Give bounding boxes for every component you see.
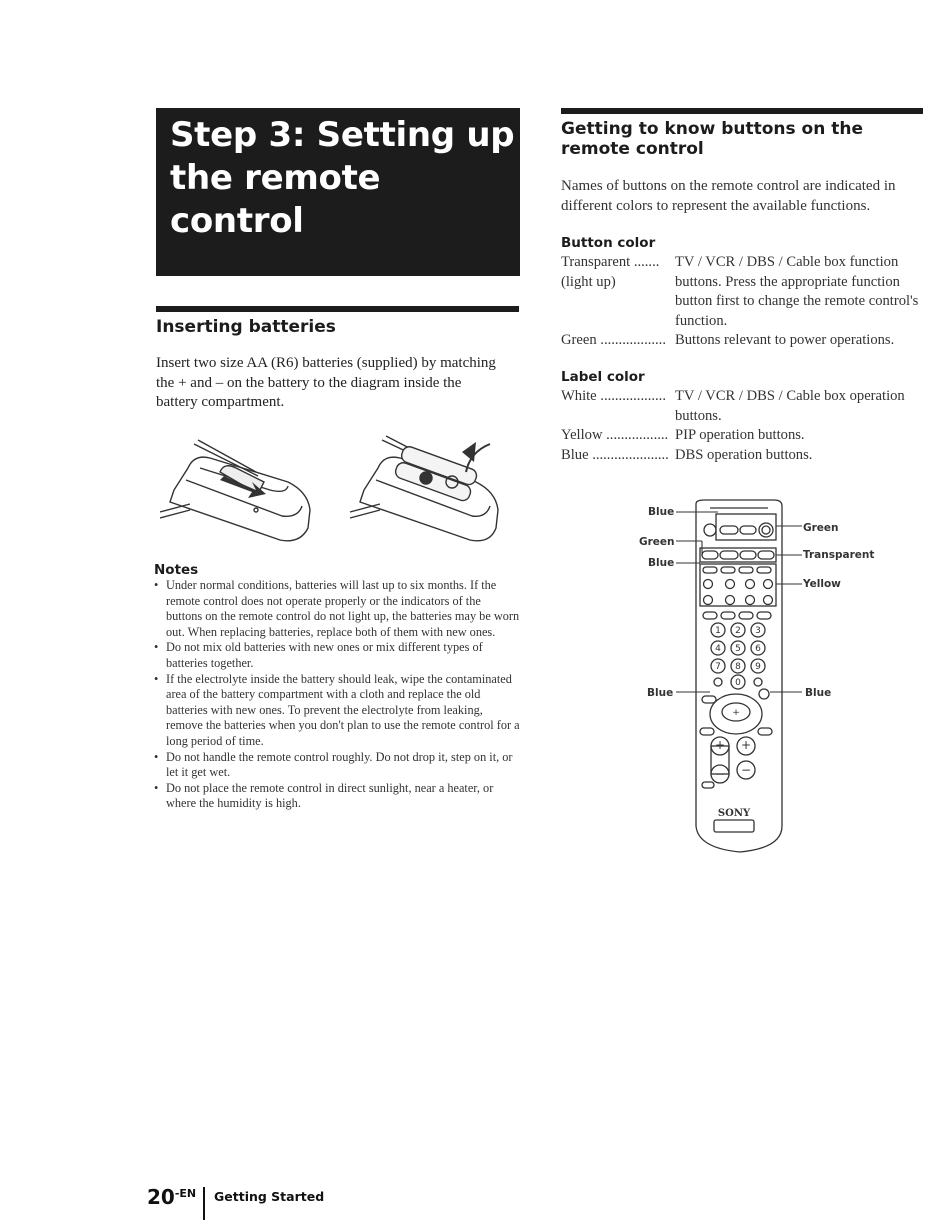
diagram-label-green-right: Green [803,522,839,534]
diagram-label-blue-3: Blue [647,687,674,699]
heading-buttons-remote [561,119,923,159]
svg-text:−: − [714,767,726,781]
row-label: White .................. [561,388,666,404]
svg-text:+: + [732,708,740,718]
keypad-digit: 1 [715,626,721,636]
title-line-3: control [170,201,304,241]
page-number [147,1185,196,1209]
keypad-digit: 8 [735,662,741,672]
brand-logo: SONY [717,808,751,819]
note-item: • If the electrolyte inside the battery should leak, wipe the contaminated area of the battery compartment with a cloth and replace the old batteries with new ones. To prevent the electrolyte from leaking, remove the batteries when you don't plan to use the remote control for a long period of time. [154,672,520,750]
heading-inserting-batteries: Inserting batteries [156,317,336,337]
note-item: • Under normal conditions, batteries will last up to six months. If the remote control does not operate properly or the indicators of the buttons on the remote control do not light up, the batteries may be worn out. When replacing batteries, replace both of them with new ones. [154,578,520,640]
table-row [561,253,931,331]
title-line-1: Step 3: Setting up [170,115,515,155]
notes-heading: Notes [154,562,199,578]
heading-line-2: remote control [561,139,704,159]
keypad-digit: 3 [755,626,761,636]
page-number-suffix: -EN [174,1187,197,1200]
row-desc: TV / VCR / DBS / Cable box operation buttons. [675,388,905,424]
row-desc: Buttons relevant to power operations. [675,332,895,348]
row-desc: TV / VCR / DBS / Cable box function buttons. Press the appropriate function button first to change the remote control's function. [675,254,919,329]
page-title [170,114,515,243]
page-number-value: 20 [147,1185,175,1209]
diagram-label-blue-2: Blue [648,557,675,569]
diagram-leader-lines [672,504,802,704]
battery-insertion-illustration [160,432,520,552]
keypad-digit: 9 [755,662,761,672]
note-item: • Do not place the remote control in direct sunlight, near a heater, or where the humidity is high. [154,781,520,812]
buttons-intro: Names of buttons on the remote control are indicated in different colors to represent the available functions. [561,178,896,214]
note-item: • Do not handle the remote control roughly. Do not drop it, step on it, or let it get wet. [154,750,520,781]
diagram-label-yellow: Yellow [803,578,841,590]
section-rule-right [561,108,923,114]
heading-line-1: Getting to know buttons on the [561,119,863,139]
notes-list [154,578,520,812]
section-rule-left [156,306,519,312]
table-row [561,446,931,466]
svg-text:+: + [740,738,752,752]
row-label: Blue ..................... [561,446,669,463]
label-color-table [561,387,931,465]
table-row [561,331,931,351]
keypad-digit: 6 [755,644,761,654]
diagram-label-transparent: Transparent [803,549,875,561]
row-desc: DBS operation buttons. [675,446,813,463]
note-item: • Do not mix old batteries with new ones or mix different types of batteries together. [154,640,520,671]
row-desc: PIP operation buttons. [675,427,805,443]
table-row [561,426,931,446]
row-label: Transparent ....... [561,254,660,270]
label-color-heading: Label color [561,369,645,385]
svg-text:−: − [740,763,752,777]
batteries-intro: Insert two size AA (R6) batteries (supplied) by matching the + and – on the battery to the diagram inside the battery compartment. [156,355,496,410]
row-label: Green .................. [561,332,666,348]
footer-divider [203,1187,205,1220]
row-label: Yellow ................. [561,427,669,443]
row-label-sub: (light up) [561,273,616,290]
footer-section: Getting Started [214,1189,325,1204]
button-color-table [561,253,931,351]
title-line-2: the remote [170,158,381,198]
button-color-heading: Button color [561,235,656,251]
keypad-digit: 2 [735,626,741,636]
keypad-digit: 5 [735,644,741,654]
diagram-label-blue-1: Blue [648,506,675,518]
keypad-digit: 7 [715,662,721,672]
table-row [561,387,931,426]
svg-text:+: + [714,738,726,752]
diagram-label-green-left: Green [639,536,675,548]
diagram-label-blue-right: Blue [805,687,832,699]
keypad-digit: 0 [735,678,741,688]
keypad-digit: 4 [715,644,721,654]
